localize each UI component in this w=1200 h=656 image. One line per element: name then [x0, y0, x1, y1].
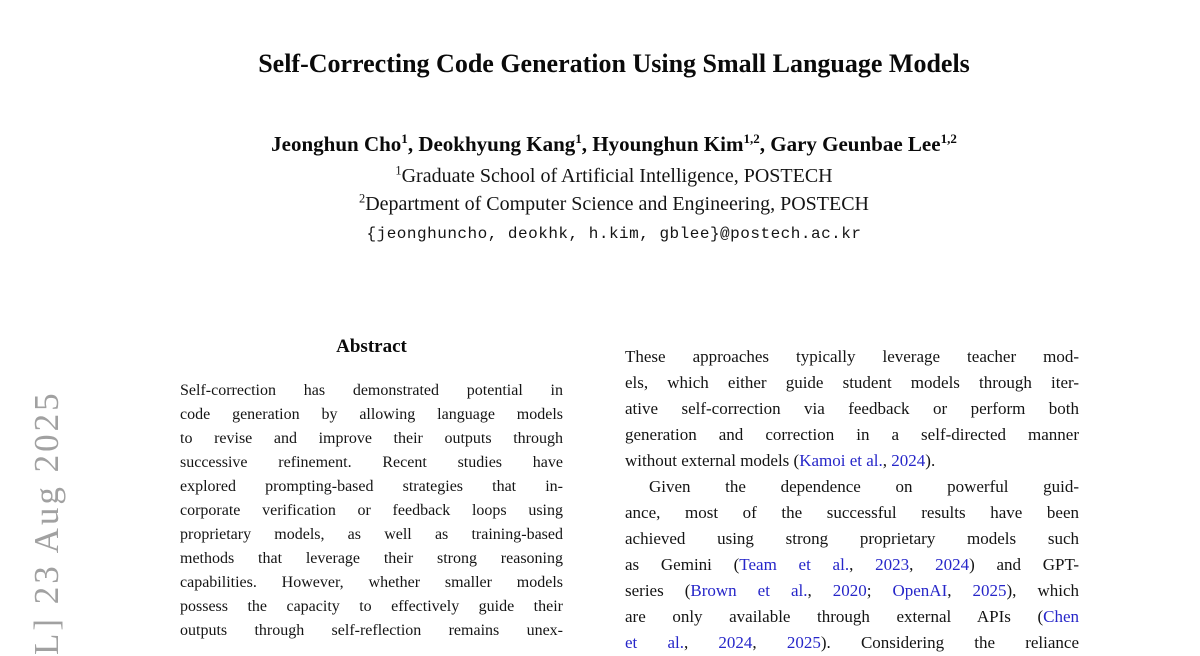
author-separator: , [759, 132, 771, 156]
text-run: ), which [1006, 581, 1079, 600]
text-run: achieved using strong proprietary models such [625, 529, 1079, 548]
text-run: ; [866, 581, 893, 600]
text-run: capabilities. However, whether smaller models [180, 574, 563, 591]
citation-link[interactable]: Chen [1043, 607, 1079, 626]
text-run: Self-correction has demonstrated potential in [180, 382, 563, 399]
author-separator: , [407, 132, 419, 156]
author-superscript: 1 [401, 131, 408, 146]
text-line [625, 448, 1079, 474]
text-run: series ( [625, 581, 691, 600]
author-name: Gary Geunbae Lee [770, 132, 941, 156]
text-line [180, 619, 563, 643]
text-run: ). [925, 451, 936, 470]
text-run: , [752, 633, 787, 652]
page-title: Self-Correcting Code Generation Using Small Language Models [258, 49, 970, 78]
citation-link[interactable]: 2024 [935, 555, 970, 574]
text-run: generation and correction in a self-directed manner [625, 425, 1079, 444]
citation-link[interactable]: 2024 [891, 451, 926, 470]
affiliation-line [150, 162, 1078, 190]
text-line [625, 344, 1079, 370]
text-run: successive refinement. Recent studies have [180, 454, 563, 471]
text-run: to revise and improve their outputs through [180, 430, 563, 447]
citation-link[interactable]: Kamoi et al. [799, 451, 883, 470]
citation-link[interactable]: OpenAI [892, 581, 948, 600]
text-run: Given the dependence on powerful guid- [649, 477, 1079, 496]
citation-link[interactable]: Team et al. [739, 555, 850, 574]
affiliation-superscript: 2 [359, 191, 366, 206]
text-run: code generation by allowing language models [180, 406, 563, 423]
citation-link[interactable]: 2023 [875, 555, 910, 574]
text-run: , [683, 633, 719, 652]
text-line [625, 630, 1079, 656]
authors-line [150, 131, 1078, 157]
abstract-column [180, 379, 563, 643]
text-run: els, which either guide student models through iter- [625, 373, 1079, 392]
text-run: proprietary models, as well as training-based [180, 526, 563, 543]
citation-link[interactable]: Brown et al. [690, 581, 808, 600]
text-line [625, 396, 1079, 422]
text-line [625, 526, 1079, 552]
citation-link[interactable]: et al. [625, 633, 684, 652]
text-line [180, 451, 563, 475]
citation-link[interactable]: 2020 [832, 581, 867, 600]
affiliation-superscript: 1 [395, 163, 402, 178]
text-run: These approaches typically leverage teacher mod- [625, 347, 1079, 366]
text-run: ance, most of the successful results have been [625, 503, 1079, 522]
text-line [625, 552, 1079, 578]
text-run: , [882, 451, 892, 470]
affiliations [150, 162, 1078, 218]
citation-link[interactable]: 2024 [718, 633, 753, 652]
text-run: ) and GPT- [969, 555, 1079, 574]
text-run: , [909, 555, 936, 574]
text-line [180, 403, 563, 427]
email-line: {jeonghuncho, deokhk, h.kim, gblee}@postech.ac.kr [366, 225, 862, 243]
text-line [625, 578, 1079, 604]
citation-link[interactable]: 2025 [972, 581, 1007, 600]
text-line [180, 499, 563, 523]
text-run: as Gemini ( [625, 555, 740, 574]
text-run: , [849, 555, 876, 574]
arxiv-watermark: L] 23 Aug 2025 [27, 390, 66, 655]
text-line [180, 379, 563, 403]
body-right-column [625, 344, 1079, 656]
text-line [625, 474, 1079, 500]
text-run: corporate verification or feedback loops using [180, 502, 563, 519]
text-run: possess the capacity to effectively guide their [180, 598, 563, 615]
text-run: ). Considering the reliance [820, 633, 1079, 652]
text-line [625, 422, 1079, 448]
abstract-heading: Abstract [336, 336, 407, 357]
author-superscript: 1 [575, 131, 582, 146]
text-run: outputs through self-reflection remains unex- [180, 622, 563, 639]
text-run: ative self-correction via feedback or perform both [625, 399, 1079, 418]
text-line [625, 500, 1079, 526]
affiliation-text: Graduate School of Artificial Intelligence, POSTECH [401, 165, 833, 187]
affiliation-line [150, 190, 1078, 218]
citation-link[interactable]: 2025 [786, 633, 821, 652]
text-run: without external models ( [625, 451, 800, 470]
author-name: Deokhyung Kang [418, 132, 576, 156]
text-line [180, 571, 563, 595]
paper-header [150, 0, 1078, 248]
affiliation-text: Department of Computer Science and Engineering, POSTECH [365, 193, 869, 215]
text-run: , [807, 581, 833, 600]
text-run: methods that leverage their strong reasoning [180, 550, 563, 567]
author-name: Jeonghun Cho [271, 132, 402, 156]
text-line [180, 427, 563, 451]
text-line [180, 475, 563, 499]
text-run: , [947, 581, 973, 600]
text-line [180, 547, 563, 571]
text-run: are only available through external APIs ( [625, 607, 1044, 626]
author-separator: , [581, 132, 593, 156]
text-line [180, 523, 563, 547]
author-superscript: 1,2 [743, 131, 760, 146]
text-run: explored prompting-based strategies that in- [180, 478, 563, 495]
text-line [625, 370, 1079, 396]
text-line [625, 604, 1079, 630]
author-name: Hyounghun Kim [592, 132, 744, 156]
text-line [180, 595, 563, 619]
author-superscript: 1,2 [940, 131, 957, 146]
